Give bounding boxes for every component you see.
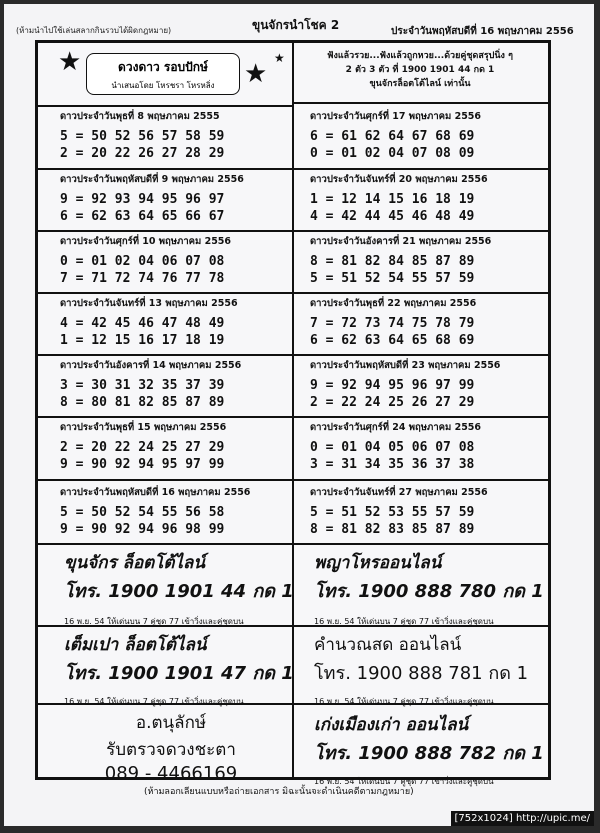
ad-phone: โทร. 1900 1901 44 กด 1: [64, 581, 294, 602]
ad-block: [86, 709, 256, 784]
day-heading: ดาวประจำวันศุกร์ที่ 10 พฤษภาคม 2556: [60, 236, 232, 247]
ad-block: [64, 631, 294, 708]
page-title: ขุนจักรนำโชค 2: [252, 18, 340, 32]
ad-name: ขุนจักร ล็อตโต้ไลน์: [64, 553, 205, 573]
day-heading: ดาวประจำวันพฤหัสบดีที่ 16 พฤษภาคม 2556: [60, 487, 251, 498]
logo-title: ดวงดาว รอบปักษ์: [118, 60, 208, 74]
number-row: 6 = 61 62 64 67 68 69: [310, 129, 475, 144]
star-icon: ★: [244, 59, 268, 89]
day-cell: [310, 358, 500, 411]
number-row: 4 = 42 44 45 46 48 49: [310, 209, 475, 224]
ad-phone: โทร. 1900 1901 47 กด 1: [64, 663, 294, 684]
number-row: 5 = 51 52 54 55 57 59: [310, 271, 475, 286]
logo-subtitle: นำเสนอโดย โหรชรา โหรหลิ่ง: [111, 81, 215, 90]
day-cell: [60, 296, 238, 349]
ad-block: [314, 549, 544, 628]
row-divider: [38, 105, 292, 107]
day-heading: ดาวประจำวันพุธที่ 15 พฤษภาคม 2556: [60, 422, 227, 433]
number-row: 5 = 51 52 53 55 57 59: [310, 505, 475, 520]
row-divider: [38, 168, 548, 170]
day-cell: [60, 172, 244, 225]
day-heading: ดาวประจำวันศุกร์ที่ 24 พฤษภาคม 2556: [310, 422, 482, 433]
number-row: 7 = 71 72 74 76 77 78: [60, 271, 225, 286]
day-heading: ดาวประจำวันศุกร์ที่ 17 พฤษภาคม 2556: [310, 111, 482, 122]
number-row: 8 = 81 82 83 85 87 89: [310, 522, 475, 537]
number-row: 5 = 50 52 56 57 58 59: [60, 129, 225, 144]
day-heading: ดาวประจำวันพุธที่ 8 พฤษภาคม 2555: [60, 111, 220, 122]
number-row: 3 = 30 31 32 35 37 39: [60, 378, 225, 393]
number-row: 9 = 92 94 95 96 97 99: [310, 378, 475, 393]
ad-phone: โทร. 1900 888 782 กด 1: [314, 743, 544, 764]
number-row: 0 = 01 02 04 06 07 08: [60, 254, 225, 269]
day-heading: ดาวประจำวันพฤหัสบดีที่ 9 พฤษภาคม 2556: [60, 174, 244, 185]
ad-block: [314, 631, 528, 708]
day-heading: ดาวประจำวันจันทร์ที่ 20 พฤษภาคม 2556: [310, 174, 488, 185]
day-cell: [310, 485, 488, 538]
number-row: 3 = 31 34 35 36 37 38: [310, 457, 475, 472]
row-divider: [38, 292, 548, 294]
number-row: 9 = 92 93 94 95 96 97: [60, 192, 225, 207]
copyright-note: (ห้ามลอกเลียนแบบหรือถ่ายเอกสาร มิฉะนั้นจะดำเนินคดีตามกฎหมาย): [144, 787, 414, 797]
number-row: 9 = 90 92 94 95 97 99: [60, 457, 225, 472]
number-row: 1 = 12 14 15 16 18 19: [310, 192, 475, 207]
day-cell: [60, 358, 241, 411]
row-divider: [38, 230, 548, 232]
info-line: ขุนจักรล็อตโต้ไลน์ เท่านั้น: [369, 79, 471, 89]
issue-date: ประจำวันพฤหัสบดีที่ 16 พฤษภาคม 2556: [391, 26, 574, 37]
day-cell: [60, 485, 250, 538]
day-heading: ดาวประจำวันอังคารที่ 21 พฤษภาคม 2556: [310, 236, 492, 247]
number-row: 2 = 22 24 25 26 27 29: [310, 395, 475, 410]
row-divider: [38, 354, 548, 356]
ad-note: 16 พ.ย. 54 ให้เด่นบน 7 คู่ชุด 77 เข้าวิ่งและคู่ชุดบน: [314, 777, 494, 786]
number-row: 6 = 62 63 64 65 68 69: [310, 333, 475, 348]
day-heading: ดาวประจำวันพฤหัสบดีที่ 23 พฤษภาคม 2556: [310, 360, 501, 371]
row-divider: [38, 479, 548, 481]
info-line: 2 ตัว 3 ตัว ที่ 1900 1901 44 กด 1: [345, 65, 495, 75]
number-row: 8 = 81 82 84 85 87 89: [310, 254, 475, 269]
row-divider: [38, 543, 548, 545]
row-divider: [294, 102, 548, 104]
ad-note: 16 พ.ย. 54 ให้เด่นบน 7 คู่ชุด 77 เข้าวิ่งและคู่ชุดบน: [314, 617, 494, 626]
ad-block: [314, 711, 544, 788]
ad-note: 16 พ.ย. 54 ให้เด่นบน 7 คู่ชุด 77 เข้าวิ่งและคู่ชุดบน: [314, 697, 494, 706]
ad-note: 16 พ.ย. 54 ให้เด่นบน 7 คู่ชุด 77 เข้าวิ่งและคู่ชุดบน: [64, 697, 244, 706]
day-heading: ดาวประจำวันอังคารที่ 14 พฤษภาคม 2556: [60, 360, 242, 371]
ad-service: รับตรวจดวงชะตา: [106, 740, 236, 760]
row-divider: [38, 416, 548, 418]
day-heading: ดาวประจำวันจันทร์ที่ 13 พฤษภาคม 2556: [60, 298, 238, 309]
info-line: ฟังแล้วรวย...ฟังแล้วถูกหวย...ด้วยคู่ชุดสรุปนิ่ง ๆ: [327, 51, 513, 61]
ad-phone: โทร. 1900 888 781 กด 1: [314, 663, 529, 684]
legal-note: (ห้ามนำไปใช้เล่นสลากกินรวบได้ผิดกฎหมาย): [16, 26, 172, 35]
info-block: [296, 49, 544, 91]
day-cell: [310, 420, 481, 473]
ad-name: เก่งเมืองเก่า ออนไลน์: [314, 715, 469, 735]
ad-phone: โทร. 1900 888 780 กด 1: [314, 581, 544, 602]
day-cell: [60, 109, 224, 162]
ad-name: พญาโหรออนไลน์: [314, 553, 442, 573]
day-cell: [310, 296, 476, 349]
number-row: 0 = 01 02 04 07 08 09: [310, 146, 475, 161]
day-cell: [310, 172, 488, 225]
ad-name: คำนวณสด ออนไลน์: [314, 635, 462, 655]
logo-box: [86, 53, 240, 95]
star-icon: ★: [274, 51, 285, 65]
number-row: 0 = 01 04 05 06 07 08: [310, 440, 475, 455]
document-page: [4, 4, 594, 826]
ad-name: เต็มเปา ล็อตโต้ไลน์: [64, 635, 207, 655]
main-frame: [35, 40, 551, 786]
day-cell: [60, 234, 231, 287]
ad-phone: 089 - 4466169: [104, 763, 238, 784]
ad-block: [64, 549, 294, 628]
number-row: 6 = 62 63 64 65 66 67: [60, 209, 225, 224]
day-heading: ดาวประจำวันพุธที่ 22 พฤษภาคม 2556: [310, 298, 477, 309]
number-row: 8 = 80 81 82 85 87 89: [60, 395, 225, 410]
day-cell: [60, 420, 226, 473]
number-row: 2 = 20 22 24 25 27 29: [60, 440, 225, 455]
number-row: 4 = 42 45 46 47 48 49: [60, 316, 225, 331]
number-row: 7 = 72 73 74 75 78 79: [310, 316, 475, 331]
image-tag: [752x1024] http://upic.me/: [451, 811, 594, 826]
number-row: 9 = 90 92 94 96 98 99: [60, 522, 225, 537]
number-row: 5 = 50 52 54 55 56 58: [60, 505, 225, 520]
number-row: 1 = 12 15 16 17 18 19: [60, 333, 225, 348]
day-cell: [310, 109, 481, 162]
day-cell: [310, 234, 491, 287]
ad-note: 16 พ.ย. 54 ให้เด่นบน 7 คู่ชุด 77 เข้าวิ่งและคู่ชุดบน: [64, 617, 244, 626]
star-icon: ★: [58, 47, 82, 77]
day-heading: ดาวประจำวันจันทร์ที่ 27 พฤษภาคม 2556: [310, 487, 488, 498]
ad-name: อ.ตนุลักษ์: [135, 713, 207, 733]
number-row: 2 = 20 22 26 27 28 29: [60, 146, 225, 161]
